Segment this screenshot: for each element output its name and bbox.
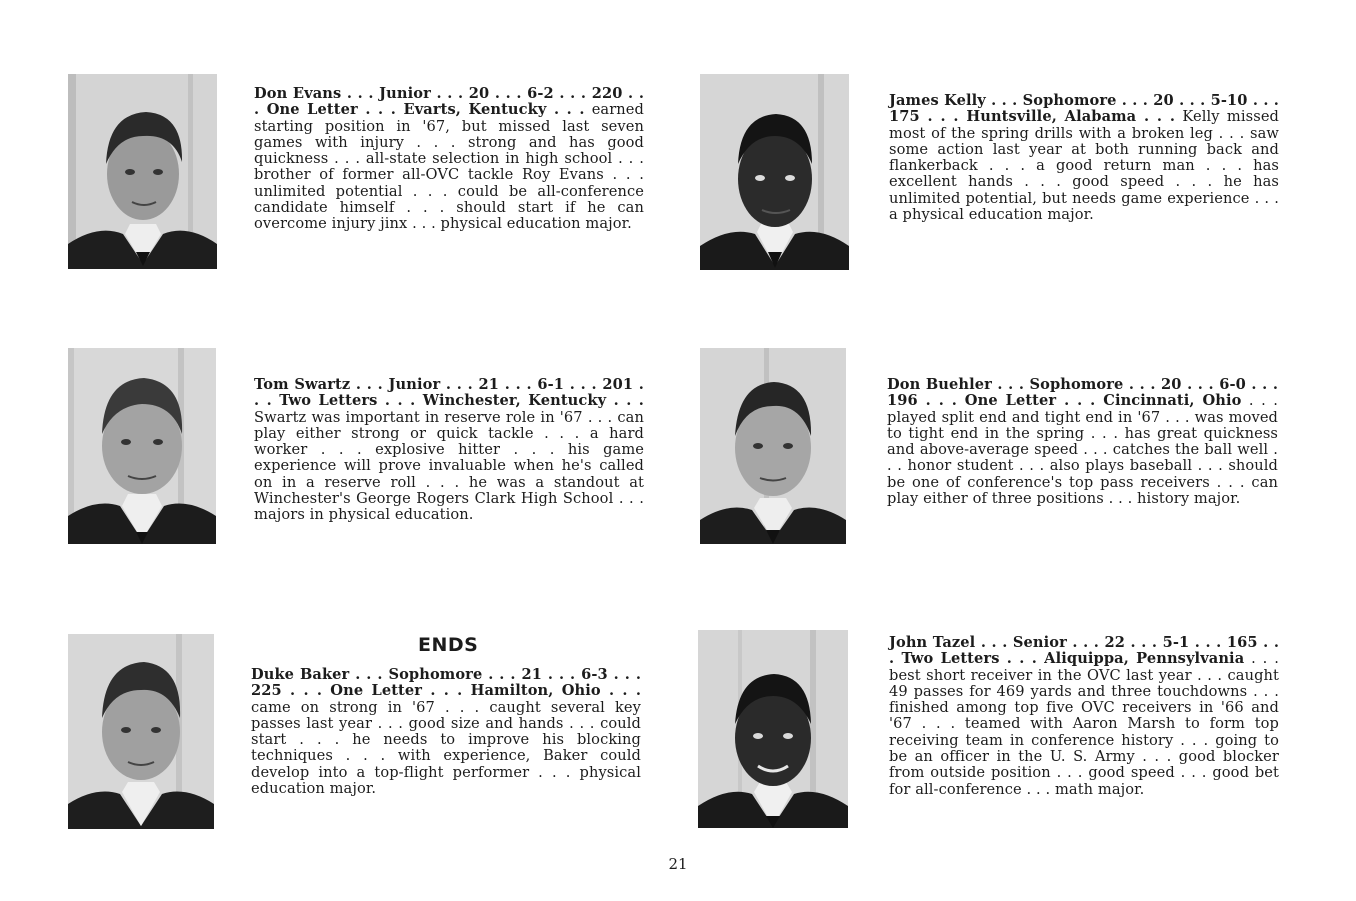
bio-header: James Kelly . . . Sophomore . . . 20 . . . 5-10 . . . 175 . . . Huntsville, Alabama . . . [889,92,1279,126]
bio-text: came on strong in '67 . . . caught several key passes last year . . . good size and hands . . . could start . . . he needs to improve his blocking techniques . . . with experience, Baker could develop into a top-flight performer . . . physical education major. [251,698,641,798]
bio-duke-baker [251,667,641,797]
bio-don-buehler [887,377,1278,507]
bio-john-tazel [889,635,1279,798]
bio-text: . . . played split end and tight end in '67 . . . was moved to tight end in the spring . . . has great quickness and above-average speed . . . catches the ball well . . . honor student . . . also plays baseball . . . should be one of conference's top pass receivers . . . can play either of three positions . . . history major. [887,392,1278,508]
portrait-james-kelly [700,74,849,270]
portrait-duke-baker [68,634,214,829]
bio-header: Tom Swartz . . . Junior . . . 21 . . . 6-1 . . . 201 . . . Two Letters . . . Winchester, Kentucky . . . [254,376,644,410]
bio-header: Duke Baker . . . Sophomore . . . 21 . . . 6-3 . . . 225 . . . One Letter . . . Hamilton, Ohio . . . [251,666,641,700]
portrait-tom-swartz [68,348,216,544]
bio-tom-swartz [254,377,644,524]
bio-text: . . . best short receiver in the OVC last year . . . caught 49 passes for 469 yards and three touchdowns . . . finished among top five OVC receivers in '66 and '67 . . . teamed with Aaron Marsh to form top receiving team in conference history . . . going to be an officer in the U. S. Army . . . good blocker from outside position . . . good speed . . . good bet for all-conference . . . math major. [889,650,1279,798]
bio-james-kelly [889,93,1279,223]
bio-header: Don Buehler . . . Sophomore . . . 20 . . . 6-0 . . . 196 . . . One Letter . . . Cincinnati, Ohio [887,376,1278,410]
portrait-don-evans [68,74,217,269]
section-title-ends: ENDS [418,634,479,656]
bio-text: Swartz was important in reserve role in '67 . . . can play either strong or quick tackle . . . a hard worker . . . explosive hitter . . . his game experience will prove invaluable when he's called on in a reserve roll . . . he was a standout at Winchester's George Rogers Clark High School . . . majors in physical education. [254,408,644,524]
bio-header: Don Evans . . . Junior . . . 20 . . . 6-2 . . . 220 . . . One Letter . . . Evarts, Kentucky . . . [254,85,644,119]
bio-don-evans [254,86,644,233]
bio-text: Kelly missed most of the spring drills with a broken leg . . . saw some action last year at both running back and flankerback . . . a good return man . . . has excellent hands . . . good speed . . . he has unlimited potential, but needs game experience . . . a physical education major. [889,108,1279,224]
page-number: 21 [668,855,688,873]
bio-header: John Tazel . . . Senior . . . 22 . . . 5-1 . . . 165 . . . Two Letters . . . Aliquippa, Pennsylvania [889,634,1279,668]
bio-text: earned starting position in '67, but missed last seven games with injury . . . strong and has good quickness . . . all-state selection in high school . . . brother of former all-OVC tackle Roy Evans . . . unlimited potential . . . could be all-conference candidate himself . . . should start if he can overcome injury jinx . . . physical education major. [254,101,644,233]
portrait-don-buehler [700,348,846,544]
portrait-john-tazel [698,630,848,828]
